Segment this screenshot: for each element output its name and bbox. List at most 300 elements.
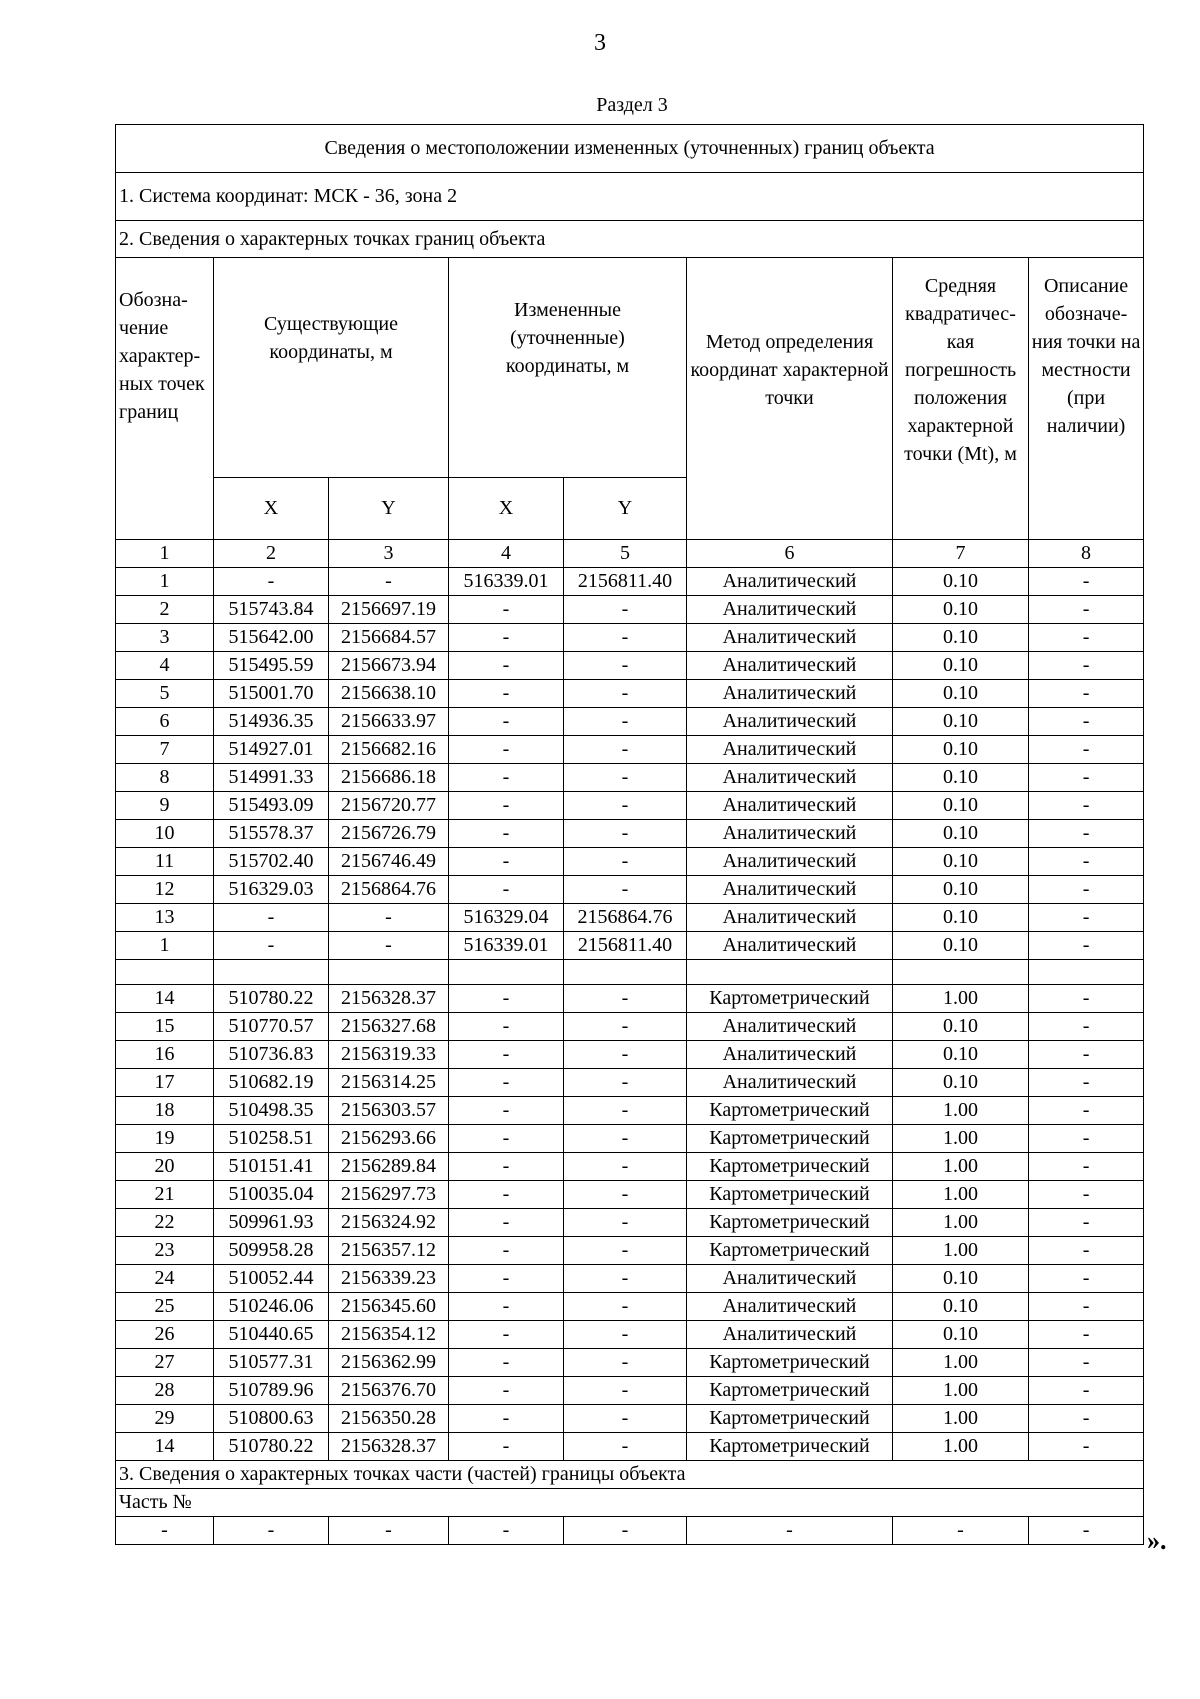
cell-description: - — [1029, 876, 1144, 904]
cell-point-number: 2 — [116, 596, 214, 624]
cell-point-number: 29 — [116, 1405, 214, 1433]
parts-cell: - — [1029, 1517, 1144, 1545]
cell-point-number: 7 — [116, 736, 214, 764]
cell-point-number — [116, 960, 214, 985]
cell-method: Аналитический — [687, 1293, 893, 1321]
cell-changed-y: - — [564, 1405, 687, 1433]
cell-existing-x: 515493.09 — [214, 792, 329, 820]
cell-error: 0.10 — [893, 1069, 1029, 1097]
cell-method: Аналитический — [687, 708, 893, 736]
cell-method: Аналитический — [687, 652, 893, 680]
cell-existing-x: 515578.37 — [214, 820, 329, 848]
cell-method: Картометрический — [687, 1125, 893, 1153]
cell-existing-x: 510498.35 — [214, 1097, 329, 1125]
cell-description: - — [1029, 1321, 1144, 1349]
parts-cell: - — [893, 1517, 1029, 1545]
cell-error: 0.10 — [893, 736, 1029, 764]
cell-description: - — [1029, 1209, 1144, 1237]
cell-existing-y: 2156319.33 — [329, 1041, 449, 1069]
boundary-table — [115, 124, 1144, 1545]
cell-error: 1.00 — [893, 1209, 1029, 1237]
parts-section-heading: 3. Сведения о характерных точках части (частей) границы объекта — [116, 1461, 1144, 1489]
cell-existing-y: 2156357.12 — [329, 1237, 449, 1265]
cell-error: 1.00 — [893, 1405, 1029, 1433]
cell-point-number: 14 — [116, 1433, 214, 1461]
cell-existing-x: 510246.06 — [214, 1293, 329, 1321]
cell-method: Аналитический — [687, 596, 893, 624]
cell-changed-y: - — [564, 708, 687, 736]
cell-changed-x: - — [449, 792, 564, 820]
cell-changed-x: - — [449, 1041, 564, 1069]
cell-changed-y: - — [564, 624, 687, 652]
cell-existing-y: 2156324.92 — [329, 1209, 449, 1237]
cell-changed-x: - — [449, 848, 564, 876]
cell-method: Картометрический — [687, 1097, 893, 1125]
header-existing-y: Y — [329, 478, 449, 540]
table-row — [116, 1209, 1144, 1237]
cell-method: Картометрический — [687, 1377, 893, 1405]
cell-existing-x: 516329.03 — [214, 876, 329, 904]
cell-existing-x: 515743.84 — [214, 596, 329, 624]
cell-error: 0.10 — [893, 680, 1029, 708]
cell-changed-x: - — [449, 1293, 564, 1321]
cell-error: 0.10 — [893, 792, 1029, 820]
cell-description: - — [1029, 1097, 1144, 1125]
cell-changed-x: - — [449, 1125, 564, 1153]
cell-error: 0.10 — [893, 848, 1029, 876]
cell-point-number: 24 — [116, 1265, 214, 1293]
cell-existing-y: 2156673.94 — [329, 652, 449, 680]
cell-changed-y: - — [564, 1293, 687, 1321]
parts-cell: - — [564, 1517, 687, 1545]
cell-method — [687, 960, 893, 985]
cell-changed-x: - — [449, 652, 564, 680]
table-row — [116, 680, 1144, 708]
cell-existing-x: 514927.01 — [214, 736, 329, 764]
cell-description: - — [1029, 1069, 1144, 1097]
cell-method: Картометрический — [687, 1237, 893, 1265]
cell-changed-y: - — [564, 1125, 687, 1153]
cell-changed-y: - — [564, 596, 687, 624]
cell-changed-x: - — [449, 1237, 564, 1265]
cell-existing-x: 515642.00 — [214, 624, 329, 652]
cell-description: - — [1029, 792, 1144, 820]
cell-existing-x: 515495.59 — [214, 652, 329, 680]
header-method: Метод определения координат характерной точки — [687, 258, 893, 540]
cell-method: Аналитический — [687, 904, 893, 932]
cell-existing-y: 2156328.37 — [329, 1433, 449, 1461]
header-changed-x: X — [449, 478, 564, 540]
table-row — [116, 736, 1144, 764]
cell-existing-y: - — [329, 904, 449, 932]
column-number: 8 — [1029, 540, 1144, 568]
cell-method: Картометрический — [687, 985, 893, 1013]
cell-description: - — [1029, 904, 1144, 932]
cell-method: Аналитический — [687, 1321, 893, 1349]
table-row — [116, 1153, 1144, 1181]
cell-existing-x: 514936.35 — [214, 708, 329, 736]
cell-existing-y: 2156376.70 — [329, 1377, 449, 1405]
cell-error: 0.10 — [893, 820, 1029, 848]
table-row — [116, 1125, 1144, 1153]
cell-point-number: 28 — [116, 1377, 214, 1405]
cell-existing-x: 510736.83 — [214, 1041, 329, 1069]
cell-existing-x: 515001.70 — [214, 680, 329, 708]
cell-point-number: 20 — [116, 1153, 214, 1181]
cell-description: - — [1029, 764, 1144, 792]
cell-existing-y: - — [329, 932, 449, 960]
cell-changed-y: - — [564, 764, 687, 792]
table-row — [116, 1013, 1144, 1041]
cell-changed-y: - — [564, 736, 687, 764]
table-row — [116, 1237, 1144, 1265]
cell-description: - — [1029, 1125, 1144, 1153]
cell-existing-y: 2156746.49 — [329, 848, 449, 876]
cell-error: 1.00 — [893, 1433, 1029, 1461]
cell-point-number: 23 — [116, 1237, 214, 1265]
cell-point-number: 8 — [116, 764, 214, 792]
table-row — [116, 764, 1144, 792]
cell-description: - — [1029, 1433, 1144, 1461]
cell-changed-y: - — [564, 985, 687, 1013]
table-row — [116, 708, 1144, 736]
table-row — [116, 985, 1144, 1013]
parts-cell: - — [449, 1517, 564, 1545]
cell-changed-y: - — [564, 1433, 687, 1461]
cell-description: - — [1029, 736, 1144, 764]
cell-error: 1.00 — [893, 1097, 1029, 1125]
cell-description: - — [1029, 1041, 1144, 1069]
parts-cell: - — [329, 1517, 449, 1545]
cell-changed-x: - — [449, 985, 564, 1013]
cell-existing-x: 510577.31 — [214, 1349, 329, 1377]
cell-existing-x: 510035.04 — [214, 1181, 329, 1209]
cell-existing-y: 2156686.18 — [329, 764, 449, 792]
cell-error: 1.00 — [893, 1237, 1029, 1265]
cell-changed-x: - — [449, 764, 564, 792]
cell-existing-x: - — [214, 568, 329, 596]
header-point: Обозна- чение характер- ных точек границ — [116, 258, 214, 540]
cell-error: 0.10 — [893, 1321, 1029, 1349]
cell-existing-y: 2156684.57 — [329, 624, 449, 652]
cell-error: 0.10 — [893, 596, 1029, 624]
cell-method: Картометрический — [687, 1209, 893, 1237]
points-section-heading: 2. Сведения о характерных точках границ объекта — [116, 221, 1144, 258]
cell-changed-y — [564, 960, 687, 985]
cell-changed-x: - — [449, 1321, 564, 1349]
cell-point-number: 10 — [116, 820, 214, 848]
cell-changed-x: - — [449, 1405, 564, 1433]
cell-changed-y: 2156811.40 — [564, 932, 687, 960]
cell-method: Аналитический — [687, 568, 893, 596]
cell-method: Аналитический — [687, 624, 893, 652]
cell-changed-x: - — [449, 708, 564, 736]
cell-changed-x: - — [449, 1433, 564, 1461]
cell-existing-y: 2156362.99 — [329, 1349, 449, 1377]
section-label: Раздел 3 — [596, 94, 668, 116]
cell-changed-y: 2156864.76 — [564, 904, 687, 932]
cell-point-number: 12 — [116, 876, 214, 904]
cell-description: - — [1029, 848, 1144, 876]
column-number: 1 — [116, 540, 214, 568]
cell-existing-x: 510440.65 — [214, 1321, 329, 1349]
cell-method: Картометрический — [687, 1405, 893, 1433]
cell-method: Аналитический — [687, 1013, 893, 1041]
cell-point-number: 27 — [116, 1349, 214, 1377]
header-changed-y: Y — [564, 478, 687, 540]
column-number: 3 — [329, 540, 449, 568]
cell-point-number: 15 — [116, 1013, 214, 1041]
column-number-row — [116, 540, 1144, 568]
cell-existing-x: 510800.63 — [214, 1405, 329, 1433]
cell-existing-x: 510780.22 — [214, 985, 329, 1013]
cell-method: Аналитический — [687, 792, 893, 820]
cell-point-number: 13 — [116, 904, 214, 932]
cell-point-number: 16 — [116, 1041, 214, 1069]
cell-existing-y: 2156354.12 — [329, 1321, 449, 1349]
cell-changed-x: - — [449, 680, 564, 708]
column-number: 5 — [564, 540, 687, 568]
column-number: 4 — [449, 540, 564, 568]
cell-changed-y: - — [564, 1013, 687, 1041]
cell-description: - — [1029, 1349, 1144, 1377]
cell-changed-x: - — [449, 624, 564, 652]
cell-existing-y: 2156345.60 — [329, 1293, 449, 1321]
cell-existing-y: 2156339.23 — [329, 1265, 449, 1293]
cell-changed-y: - — [564, 1181, 687, 1209]
column-number: 7 — [893, 540, 1029, 568]
table-row — [116, 904, 1144, 932]
cell-error: 0.10 — [893, 708, 1029, 736]
cell-point-number: 25 — [116, 1293, 214, 1321]
cell-existing-x: 510052.44 — [214, 1265, 329, 1293]
header-existing-coords: Существующие координаты, м — [214, 258, 449, 478]
cell-existing-y: - — [329, 568, 449, 596]
cell-method: Аналитический — [687, 764, 893, 792]
cell-changed-x: - — [449, 876, 564, 904]
cell-existing-y: 2156697.19 — [329, 596, 449, 624]
cell-existing-x: - — [214, 904, 329, 932]
cell-description: - — [1029, 932, 1144, 960]
cell-error: 0.10 — [893, 652, 1029, 680]
cell-point-number: 1 — [116, 932, 214, 960]
table-row — [116, 596, 1144, 624]
cell-changed-x: - — [449, 1209, 564, 1237]
cell-description: - — [1029, 652, 1144, 680]
cell-point-number: 11 — [116, 848, 214, 876]
cell-existing-y: 2156327.68 — [329, 1013, 449, 1041]
part-label: Часть № — [116, 1489, 1144, 1517]
table-row — [116, 1349, 1144, 1377]
cell-method: Аналитический — [687, 1265, 893, 1293]
column-number: 2 — [214, 540, 329, 568]
cell-error: 0.10 — [893, 1041, 1029, 1069]
cell-error: 0.10 — [893, 1013, 1029, 1041]
cell-method: Аналитический — [687, 1041, 893, 1069]
cell-error: 1.00 — [893, 1125, 1029, 1153]
cell-description — [1029, 960, 1144, 985]
cell-description: - — [1029, 708, 1144, 736]
cell-method: Аналитический — [687, 820, 893, 848]
page-number: 3 — [594, 30, 606, 56]
cell-existing-x: 510151.41 — [214, 1153, 329, 1181]
cell-description: - — [1029, 1293, 1144, 1321]
table-row — [116, 1377, 1144, 1405]
cell-point-number: 22 — [116, 1209, 214, 1237]
cell-method: Картометрический — [687, 1349, 893, 1377]
cell-error: 0.10 — [893, 876, 1029, 904]
cell-changed-x: - — [449, 1349, 564, 1377]
cell-changed-y: - — [564, 652, 687, 680]
cell-existing-y: 2156314.25 — [329, 1069, 449, 1097]
cell-changed-x — [449, 960, 564, 985]
cell-error — [893, 960, 1029, 985]
header-changed-coords: Измененные (уточненные) координаты, м — [449, 258, 687, 478]
cell-existing-x: 509958.28 — [214, 1237, 329, 1265]
cell-changed-x: - — [449, 736, 564, 764]
cell-existing-x: 515702.40 — [214, 848, 329, 876]
cell-point-number: 14 — [116, 985, 214, 1013]
cell-changed-x: - — [449, 596, 564, 624]
table-row — [116, 624, 1144, 652]
cell-changed-x: - — [449, 1097, 564, 1125]
table-row — [116, 652, 1144, 680]
cell-method: Картометрический — [687, 1181, 893, 1209]
table-row — [116, 792, 1144, 820]
cell-changed-x: - — [449, 1069, 564, 1097]
cell-description: - — [1029, 1265, 1144, 1293]
table-row — [116, 1069, 1144, 1097]
cell-changed-y: - — [564, 1349, 687, 1377]
cell-changed-y: - — [564, 792, 687, 820]
cell-method: Аналитический — [687, 848, 893, 876]
cell-error: 0.10 — [893, 904, 1029, 932]
cell-method: Аналитический — [687, 932, 893, 960]
table-row — [116, 1097, 1144, 1125]
cell-description: - — [1029, 624, 1144, 652]
cell-method: Аналитический — [687, 876, 893, 904]
table-row-blank — [116, 960, 1144, 985]
coordinate-system: 1. Система координат: МСК - 36, зона 2 — [116, 173, 1144, 221]
table-row — [116, 1405, 1144, 1433]
cell-changed-y: - — [564, 820, 687, 848]
parts-cell: - — [214, 1517, 329, 1545]
cell-point-number: 4 — [116, 652, 214, 680]
cell-point-number: 6 — [116, 708, 214, 736]
cell-existing-y: 2156682.16 — [329, 736, 449, 764]
table-row — [116, 568, 1144, 596]
cell-existing-x: 510770.57 — [214, 1013, 329, 1041]
cell-existing-x: - — [214, 932, 329, 960]
header-description: Описание обозначе- ния точки на местности (при наличии) — [1029, 258, 1144, 540]
cell-description: - — [1029, 985, 1144, 1013]
cell-existing-y: 2156633.97 — [329, 708, 449, 736]
cell-error: 0.10 — [893, 1293, 1029, 1321]
cell-existing-y: 2156864.76 — [329, 876, 449, 904]
cell-existing-y: 2156328.37 — [329, 985, 449, 1013]
cell-existing-y — [329, 960, 449, 985]
cell-error: 1.00 — [893, 1181, 1029, 1209]
cell-existing-y: 2156726.79 — [329, 820, 449, 848]
cell-existing-y: 2156303.57 — [329, 1097, 449, 1125]
cell-existing-x — [214, 960, 329, 985]
cell-description: - — [1029, 820, 1144, 848]
cell-point-number: 21 — [116, 1181, 214, 1209]
cell-changed-y: - — [564, 1377, 687, 1405]
cell-description: - — [1029, 1405, 1144, 1433]
cell-changed-y: - — [564, 1069, 687, 1097]
table-row — [116, 1041, 1144, 1069]
cell-changed-x: 516339.01 — [449, 568, 564, 596]
table-row — [116, 876, 1144, 904]
cell-changed-y: - — [564, 1237, 687, 1265]
cell-error: 1.00 — [893, 1349, 1029, 1377]
cell-existing-y: 2156297.73 — [329, 1181, 449, 1209]
cell-method: Картометрический — [687, 1153, 893, 1181]
cell-changed-y: 2156811.40 — [564, 568, 687, 596]
cell-existing-x: 510780.22 — [214, 1433, 329, 1461]
cell-changed-y: - — [564, 1321, 687, 1349]
table-row — [116, 932, 1144, 960]
cell-existing-y: 2156350.28 — [329, 1405, 449, 1433]
cell-existing-x: 509961.93 — [214, 1209, 329, 1237]
cell-description: - — [1029, 1237, 1144, 1265]
table-title: Сведения о местоположении измененных (уточненных) границ объекта — [116, 125, 1144, 173]
cell-error: 1.00 — [893, 985, 1029, 1013]
header-existing-x: X — [214, 478, 329, 540]
cell-description: - — [1029, 568, 1144, 596]
closing-mark: ». — [1147, 1526, 1167, 1555]
cell-point-number: 1 — [116, 568, 214, 596]
parts-row — [116, 1517, 1144, 1545]
cell-changed-y: - — [564, 1041, 687, 1069]
cell-method: Аналитический — [687, 1069, 893, 1097]
cell-changed-y: - — [564, 1265, 687, 1293]
table-row — [116, 1321, 1144, 1349]
column-number: 6 — [687, 540, 893, 568]
table-row — [116, 1293, 1144, 1321]
cell-description: - — [1029, 1013, 1144, 1041]
cell-existing-x: 514991.33 — [214, 764, 329, 792]
cell-error: 1.00 — [893, 1153, 1029, 1181]
cell-error: 1.00 — [893, 1377, 1029, 1405]
cell-description: - — [1029, 1153, 1144, 1181]
cell-existing-y: 2156289.84 — [329, 1153, 449, 1181]
cell-method: Аналитический — [687, 736, 893, 764]
cell-error: 0.10 — [893, 624, 1029, 652]
cell-changed-y: - — [564, 1097, 687, 1125]
cell-point-number: 9 — [116, 792, 214, 820]
cell-error: 0.10 — [893, 764, 1029, 792]
cell-changed-x: - — [449, 1377, 564, 1405]
table-row — [116, 848, 1144, 876]
cell-point-number: 18 — [116, 1097, 214, 1125]
cell-changed-x: - — [449, 1181, 564, 1209]
cell-point-number: 3 — [116, 624, 214, 652]
cell-description: - — [1029, 1377, 1144, 1405]
cell-existing-y: 2156293.66 — [329, 1125, 449, 1153]
table-row — [116, 1181, 1144, 1209]
cell-error: 0.10 — [893, 932, 1029, 960]
table-row — [116, 1433, 1144, 1461]
cell-changed-y: - — [564, 1209, 687, 1237]
cell-error: 0.10 — [893, 568, 1029, 596]
cell-point-number: 17 — [116, 1069, 214, 1097]
cell-description: - — [1029, 596, 1144, 624]
cell-changed-y: - — [564, 876, 687, 904]
cell-existing-x: 510789.96 — [214, 1377, 329, 1405]
cell-point-number: 5 — [116, 680, 214, 708]
